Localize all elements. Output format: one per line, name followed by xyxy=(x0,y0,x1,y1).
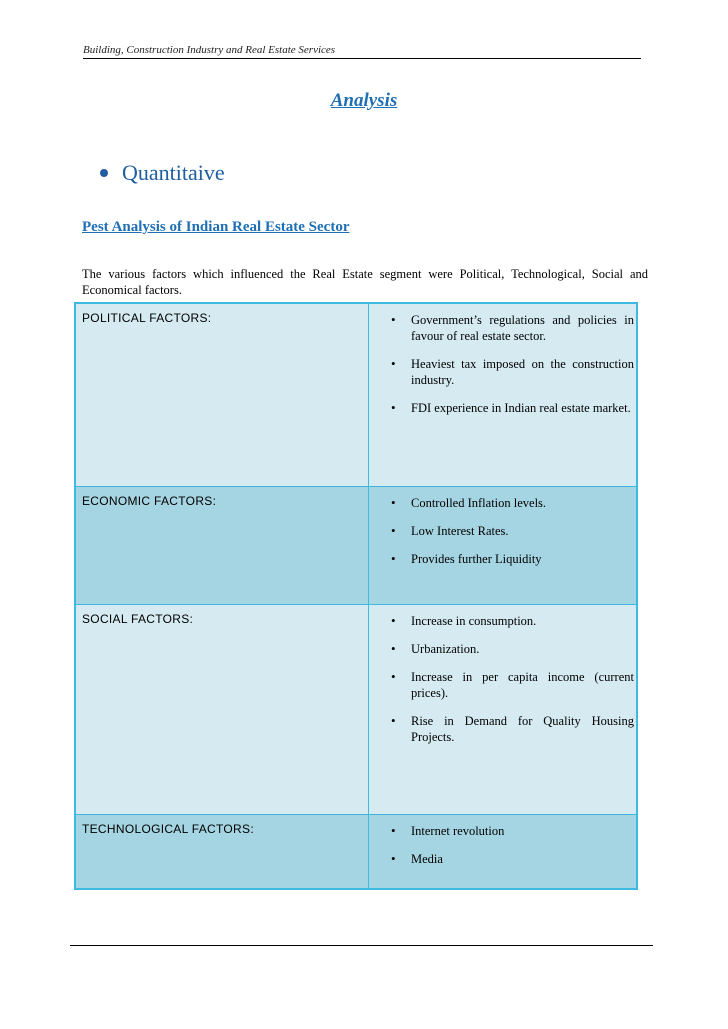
factor-label: POLITICAL FACTORS: xyxy=(75,303,369,486)
list-item: • Internet revolution xyxy=(369,823,636,839)
bullet-dot-icon xyxy=(100,169,108,177)
list-item: • Heaviest tax imposed on the construction industry. xyxy=(369,356,636,388)
bullet-heading xyxy=(100,160,225,186)
list-item: • Rise in Demand for Quality Housing Projects. xyxy=(369,713,636,745)
factor-list xyxy=(369,815,636,867)
list-item: • Increase in per capita income (current prices). xyxy=(369,669,636,701)
list-item: • Media xyxy=(369,851,636,867)
list-item: • Increase in consumption. xyxy=(369,613,636,629)
factor-label: SOCIAL FACTORS: xyxy=(75,604,369,814)
bullet-heading-text: Quantitaive xyxy=(122,160,225,185)
factor-list xyxy=(369,304,636,416)
pest-analysis-title: Pest Analysis of Indian Real Estate Sector xyxy=(82,219,350,235)
table-row-economic xyxy=(75,486,637,604)
factor-items-cell xyxy=(369,303,638,486)
list-item: • Urbanization. xyxy=(369,641,636,657)
factor-label: ECONOMIC FACTORS: xyxy=(75,486,369,604)
list-item: • Government’s regulations and policies in favour of real estate sector. xyxy=(369,312,636,344)
list-item: • Low Interest Rates. xyxy=(369,523,636,539)
footer-rule xyxy=(70,945,653,946)
list-item: • Provides further Liquidity xyxy=(369,551,636,567)
factor-label: TECHNOLOGICAL FACTORS: xyxy=(75,814,369,889)
table-row-technological xyxy=(75,814,637,889)
factor-items-cell xyxy=(369,814,638,889)
list-item: • Controlled Inflation levels. xyxy=(369,495,636,511)
intro-paragraph: The various factors which influenced the Real Estate segment were Political, Technological, Social and Economical factors. xyxy=(82,267,648,297)
pest-table xyxy=(74,302,638,890)
factor-items-cell xyxy=(369,486,638,604)
factor-list xyxy=(369,487,636,567)
section-title: Analysis xyxy=(330,90,398,111)
list-item: • FDI experience in Indian real estate market. xyxy=(369,400,636,416)
factor-list xyxy=(369,605,636,745)
factor-items-cell xyxy=(369,604,638,814)
running-header: Building, Construction Industry and Real Estate Services xyxy=(83,44,641,59)
table-row-social xyxy=(75,604,637,814)
table-row-political xyxy=(75,303,637,486)
